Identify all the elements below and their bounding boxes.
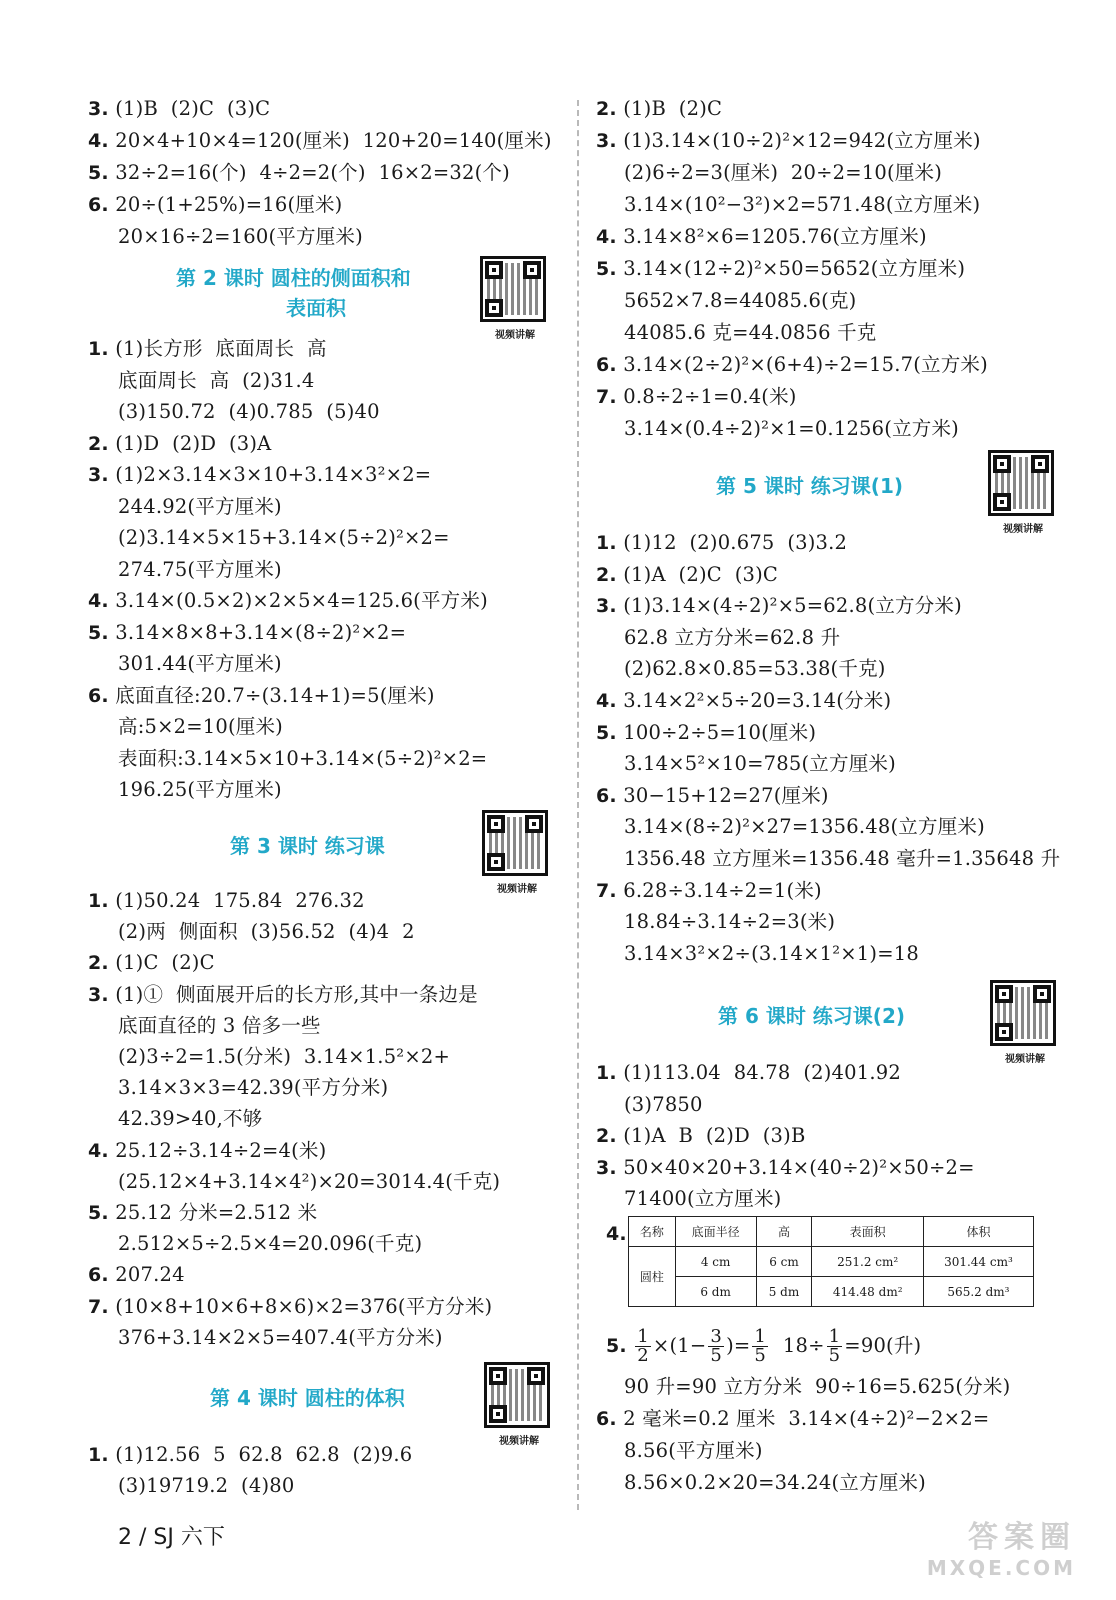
answer-line [88,336,327,362]
answer-text: 207.24 [115,1263,185,1287]
watermark [927,1512,1076,1580]
answer-text: (1)3.14×(10÷2)²×12=942(立方厘米) [623,129,981,152]
numerator: 3 [710,1326,723,1347]
question-number: 5. [606,1335,627,1357]
table-row [629,1277,1034,1307]
answer-line [624,416,959,442]
question-number: 7. [596,386,617,408]
answer-line [88,588,488,614]
qr-code-icon [482,810,548,876]
answer-text: (1)2×3.14×3×10+3.14×3²×2= [115,463,432,486]
answer-line [596,384,797,410]
lesson-3-title: 第 3 课时 练习课 [230,834,385,858]
answer-line [624,1374,1010,1400]
answer-text: 301.44(平方厘米) [118,652,282,675]
answer-line [624,814,985,840]
answer-line [118,399,380,425]
lesson-6-title: 第 6 课时 练习课(2) [718,1004,906,1028]
answer-text: 3.14×(10²−3²)×2=571.48(立方厘米) [624,193,981,216]
expression-text: ×(1− [652,1334,707,1357]
answer-line [118,224,363,250]
answer-text: 3.14×2²×5÷20=3.14(分米) [623,689,892,712]
answer-text: (1)3.14×(4÷2)²×5=62.8(立方分米) [623,594,962,618]
question-number: 1. [596,532,617,554]
answer-text: 3.14×(8÷2)²×27=1356.48(立方厘米) [624,815,985,839]
answer-line [118,1473,295,1499]
answer-line [596,562,778,588]
question-number: 6. [88,1264,109,1287]
answer-text: 3.14×(0.4÷2)²×1=0.1256(立方米) [624,417,959,440]
question-number: 2. [596,1125,617,1147]
question-number: 6. [596,354,617,376]
answer-text: 42.39>40,不够 [118,1107,263,1131]
column-divider [577,100,579,1510]
answer-line [596,224,927,250]
answer-line [88,160,510,186]
answer-text: 62.8 立方分米=62.8 升 [624,625,841,649]
answer-text: 2.512×5÷2.5×4=20.096(千克) [118,1232,423,1256]
question-number: 1. [88,338,109,360]
answer-text: (1)A B (2)D (3)B [623,1124,806,1147]
answer-text: (1)12 (2)0.675 (3)3.2 [623,531,848,554]
answer-text: 5652×7.8=44085.6(克) [624,289,857,312]
cylinder-table [628,1216,1034,1307]
question-number: 6. [88,194,109,216]
qr-label: 视频讲解 [497,884,537,895]
watermark-text: 答案圈 [968,1520,1076,1555]
table-header-cell: 表面积 [812,1217,923,1247]
answer-text: (2)3÷2=1.5(分米) 3.14×1.5²×2+ [118,1045,451,1068]
question-number: 1. [88,890,109,912]
watermark-url: MXQE.COM [926,1556,1076,1580]
answer-line [118,1075,388,1101]
answer-text: 244.92(平方厘米) [118,494,282,518]
answer-line [118,1044,450,1070]
answer-text: (1)A (2)C (3)C [623,562,779,586]
qr-label: 视频讲解 [1005,1054,1045,1065]
table-header-cell: 名称 [629,1217,676,1247]
answer-line [596,688,891,714]
answer-line [624,656,886,682]
question-number: 5. [88,162,109,184]
table-row [629,1247,1034,1277]
answer-line [118,1231,422,1257]
answer-text: (2)6÷2=3(厘米) 20÷2=10(厘米) [624,161,943,184]
answer-text: 32÷2=16(个) 4÷2=2(个) 16×2=32(个) [115,161,510,184]
answer-text: (1)12.56 5 62.8 62.8 (2)9.6 [115,1443,413,1466]
answer-line [88,96,270,122]
page-footer: 2 / SJ 六下 [118,1525,225,1550]
table-cell: 5 dm [756,1277,812,1307]
answer-line [88,192,342,218]
answer-line [624,1470,926,1496]
answer-line [88,1442,412,1468]
answer-text: 71400(立方厘米) [624,1187,782,1210]
answer-line [624,751,896,777]
answer-line [624,909,835,935]
question-number: 2. [596,563,617,586]
answer-text: (1)C (2)C [115,951,215,975]
table-row-label: 圆柱 [629,1247,676,1307]
answer-text: 底面直径的 3 倍多一些 [118,1013,321,1037]
qr-code-icon [480,256,546,322]
question-number: 2. [88,952,109,975]
answer-line [88,888,365,914]
answer-text: 100÷2÷5=10(厘米) [623,720,817,744]
answer-text: 3.14×8×8+3.14×(8÷2)²×2= [115,620,407,644]
table-cell: 6 dm [675,1277,756,1307]
answer-line [596,783,829,809]
qr-code-lesson-4[interactable] [484,1362,554,1447]
answer-line [596,1406,989,1432]
answer-text: (1)B (2)C [623,97,723,120]
question-number: 4. [596,690,617,712]
answer-line [88,683,435,709]
table-header-row [629,1217,1034,1247]
answer-line [624,1186,781,1212]
answer-line [624,941,919,967]
qr-code-icon [990,980,1056,1046]
answer-line [596,1123,805,1149]
answer-line [118,525,450,551]
qr-code-lesson-3[interactable] [482,810,552,895]
answer-text: 表面积:3.14×5×10+3.14×(5÷2)²×2= [118,746,488,770]
question-number: 7. [596,879,617,902]
expression-text: =90(升) [844,1334,922,1357]
numerator: 1 [637,1326,649,1347]
question-number: 4. [88,590,109,612]
answer-line [596,1060,901,1086]
answer-line [118,714,283,740]
question-number: 5. [88,1202,109,1224]
answer-text: 25.12÷3.14÷2=4(米) [115,1138,327,1162]
answer-line [118,651,282,677]
denominator: 2 [637,1345,649,1366]
expression-text: 18÷ [770,1334,825,1357]
answer-line [624,192,980,218]
answer-line [118,1106,262,1132]
question-number: 5. [596,721,617,744]
table-header-cell: 底面半径 [675,1217,756,1247]
question-number: 6. [88,684,109,707]
answer-text: (1)50.24 175.84 276.32 [115,889,365,912]
answer-line [88,1200,317,1226]
answer-text: (3)19719.2 (4)80 [118,1474,295,1497]
table-cell: 6 cm [756,1247,812,1277]
denominator: 5 [710,1345,723,1366]
numerator: 1 [828,1326,841,1347]
answer-text: (10×8+10×6+8×6)×2=376(平方分米) [115,1294,493,1318]
answer-line [118,557,282,583]
answer-text: 3.14×3²×2÷(3.14×1²×1)=18 [624,941,919,965]
answer-text: 3.14×(0.5×2)×2×5×4=125.6(平方米) [115,589,488,612]
answer-text: 3.14×(12÷2)²×50=5652(立方厘米) [623,257,966,280]
lesson-2-title-line2: 表面积 [286,296,346,320]
answer-text: (2)两 侧面积 (3)56.52 (4)4 2 [118,920,415,944]
qr-code-lesson-5[interactable] [988,450,1058,535]
fraction [635,1328,651,1365]
answer-line [88,620,406,646]
answer-text: 底面周长 高 (2)31.4 [118,368,315,392]
answer-text: 3.14×5²×10=785(立方厘米) [624,752,896,776]
answer-text: 25.12 分米=2.512 米 [115,1201,318,1224]
answer-text: (1)长方形 底面周长 高 [115,337,327,360]
answer-text: 底面直径:20.7÷(3.14+1)=5(厘米) [115,683,435,707]
answer-text: 6.28÷3.14÷2=1(米) [623,878,822,902]
answer-text: 274.75(平方厘米) [118,557,282,581]
lesson-2-title-line1: 第 2 课时 圆柱的侧面积和 [176,266,411,290]
answer-text: (2)3.14×5×15+3.14×(5÷2)²×2= [118,526,450,549]
answer-text: 8.56×0.2×20=34.24(立方厘米) [624,1471,926,1494]
answer-line [118,777,282,803]
question-number: 4. [596,226,617,248]
answer-line [88,462,431,488]
question-number: 3. [596,130,617,152]
question-5-line [606,1324,921,1368]
answer-text: 30−15+12=27(厘米) [623,783,829,807]
answer-line [624,160,942,186]
qr-label: 视频讲解 [499,1436,539,1447]
table-cell: 4 cm [675,1247,756,1277]
answer-text: 20÷(1+25%)=16(厘米) [115,193,343,216]
answer-line [118,919,415,945]
answer-text: 20×16÷2=160(平方厘米) [118,225,363,248]
question-number: 3. [88,464,109,486]
table-cell: 414.48 dm² [812,1277,923,1307]
answer-line [624,320,877,346]
answer-line [596,878,822,904]
answer-line [624,1438,763,1464]
question-number: 3. [596,595,617,618]
answer-line [118,1013,321,1039]
question-number: 4. [606,1223,627,1245]
answer-text: (3)150.72 (4)0.785 (5)40 [118,400,380,423]
qr-code-lesson-6[interactable] [990,980,1060,1065]
answer-line [88,950,215,976]
answer-line [118,368,315,394]
answer-line [596,720,816,746]
answer-text: (1)D (2)D (3)A [115,431,272,455]
answer-text: 3.14×8²×6=1205.76(立方厘米) [623,225,927,248]
qr-code-icon [484,1362,550,1428]
answer-line [88,128,552,154]
table-header-cell: 体积 [923,1217,1033,1247]
fraction [827,1328,843,1365]
answer-line [596,96,722,122]
answer-text: 1356.48 立方厘米=1356.48 毫升=1.35648 升 [624,847,1061,870]
table-cell: 251.2 cm² [812,1247,923,1277]
answer-text: 高:5×2=10(厘米) [118,715,283,738]
answer-line [596,593,962,619]
answer-text: 8.56(平方厘米) [624,1439,763,1462]
question-number: 1. [596,1062,617,1084]
answer-line [596,256,965,282]
answer-line [88,1294,492,1320]
answer-text: 376+3.14×2×5=407.4(平方分米) [118,1325,443,1349]
fraction [752,1328,768,1365]
answer-text: (1)① 侧面展开后的长方形,其中一条边是 [115,982,478,1006]
table-cell: 301.44 cm³ [923,1247,1033,1277]
qr-label: 视频讲解 [1003,524,1043,535]
answer-text: 20×4+10×4=120(厘米) 120+20=140(厘米) [115,129,552,152]
answer-text: (2)62.8×0.85=53.38(千克) [624,657,886,681]
question-number: 2. [596,98,617,120]
question-number: 3. [88,98,109,120]
answer-text: 3.14×(2÷2)²×(6+4)÷2=15.7(立方米) [623,353,988,376]
answer-text: (25.12×4+3.14×4²)×20=3014.4(千克) [118,1169,501,1193]
answer-line [624,625,840,651]
denominator: 5 [754,1345,767,1366]
answer-text: (1)113.04 84.78 (2)401.92 [623,1061,901,1084]
answer-text: 18.84÷3.14÷2=3(米) [624,910,836,934]
answer-line [596,128,981,154]
question-number: 1. [88,1444,109,1466]
numerator: 1 [754,1326,767,1347]
answer-line [118,746,487,772]
question-number: 4. [88,130,109,152]
answer-text: 44085.6 克=44.0856 千克 [624,321,877,344]
answer-line [88,982,478,1008]
qr-label: 视频讲解 [495,330,535,341]
qr-code-icon [988,450,1054,516]
table-header-cell: 高 [756,1217,812,1247]
answer-line [88,431,271,457]
answer-line [596,530,847,556]
question-number: 6. [596,1408,617,1430]
answer-text: 50×40×20+3.14×(40÷2)²×50÷2= [623,1155,975,1179]
answer-text: (1)B (2)C (3)C [115,97,271,120]
answer-line [88,1262,185,1288]
answer-line [118,494,282,520]
question-number: 5. [596,258,617,280]
answer-text: (3)7850 [624,1092,703,1116]
answer-line [118,1169,500,1195]
question-number: 6. [596,784,617,807]
answer-text: 2 毫米=0.2 厘米 3.14×(4÷2)²−2×2= [623,1407,990,1430]
answer-line [624,846,1060,872]
lesson-5-title: 第 5 课时 练习课(1) [716,474,904,498]
answer-line [624,288,856,314]
question-number: 3. [596,1156,617,1179]
question-number: 7. [88,1295,109,1318]
lesson-4-title: 第 4 课时 圆柱的体积 [210,1386,405,1410]
expression-text: )= [726,1334,751,1357]
question-number: 5. [88,621,109,644]
answer-line [596,352,988,378]
answer-text: 3.14×3×3=42.39(平方分米) [118,1076,389,1100]
answer-text: 90 升=90 立方分米 90÷16=5.625(分米) [624,1375,1011,1398]
question-number: 4. [88,1139,109,1162]
answer-line [88,1138,326,1164]
table-cell: 565.2 dm³ [923,1277,1033,1307]
answer-line [118,1325,443,1351]
denominator: 5 [828,1345,841,1366]
answer-text: 196.25(平方厘米) [118,778,282,801]
fraction [708,1328,724,1365]
answer-text: 0.8÷2÷1=0.4(米) [623,385,797,408]
answer-line [596,1155,975,1181]
question-number: 2. [88,432,109,455]
answer-line [624,1092,703,1118]
question-number: 3. [88,983,109,1006]
qr-code-lesson-2[interactable] [480,256,550,341]
